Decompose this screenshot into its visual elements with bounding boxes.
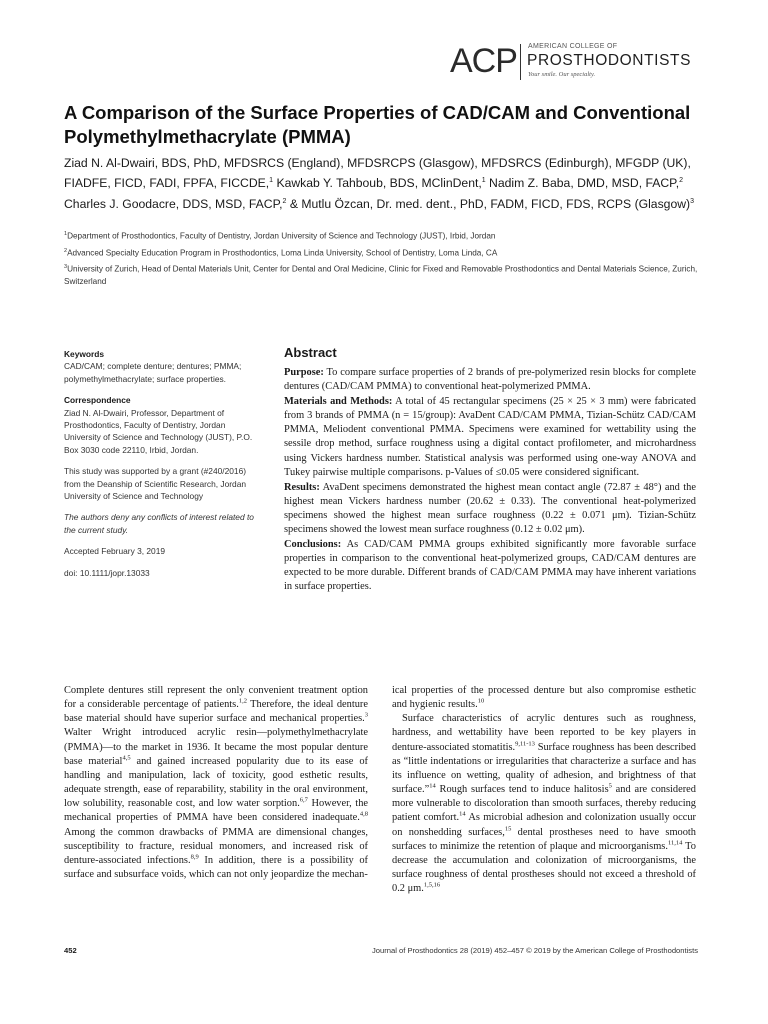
purpose-text: To compare surface properties of 2 brands of pre-polymerized resin blocks for complete dentures (CAD/CAM PMMA) to conventional heat-polymerized PMMA. [284, 367, 696, 393]
body-column-left [64, 684, 368, 882]
abstract-heading: Abstract [284, 345, 337, 360]
keywords-heading: Keywords [64, 349, 105, 359]
body-text: Therefore, the ideal denture base material should have superior surface and mechanical properties. [64, 699, 368, 725]
author-4-affil: 2 [282, 197, 287, 205]
author-5: & Mutlu Özcan, Dr. med. dent., PhD, FADM, FICD, FDS, RCPS (Glasgow) [286, 196, 691, 211]
citation-ref[interactable]: 1,2 [238, 697, 247, 705]
article-title: A Comparison of the Surface Properties of CAD/CAM and Conventional Polymethylmethacrylate (PMMA) [64, 102, 691, 147]
conflict-block [64, 511, 256, 536]
affiliation-3-number: 3 [64, 264, 68, 271]
grant-text: This study was supported by a grant (#240/2016) from the Deanship of Scientific Research, Jordan University of Science and Technology [64, 466, 247, 502]
conclusions-text: As CAD/CAM PMMA groups exhibited significantly more favorable surface properties in comparison to the conventional heat-polymerized groups, CAD/CAM dentures are expected to be more durable. Different brands of CAD/CAM PMMA may have inherent variations in surface properties. [284, 539, 696, 593]
keywords-block [64, 348, 256, 385]
citation-ref[interactable]: 11,14 [667, 839, 683, 847]
body-text: and gained increased popularity due to its ease of handling and manipulation, lack of toxicity, good esthetic results, adequate strength, ease of reparability, stability in the oral environment, low solubility, reasonable cost, and low water sorption. [64, 755, 368, 810]
abstract-methods [284, 395, 696, 480]
grant-block [64, 465, 256, 502]
logo-divider [520, 44, 521, 80]
methods-label: Materials and Methods: [284, 396, 393, 408]
results-label: Results: [284, 481, 320, 493]
body-text: In addition, there is a possibility of surface and subsurface voids, which can not only jeopardize the mechan- [64, 854, 368, 881]
affiliation-1-number: 1 [64, 231, 68, 237]
citation-ref[interactable]: 1,5,16 [423, 881, 441, 889]
citation-ref[interactable]: 10 [477, 697, 485, 705]
affiliation-1 [64, 228, 712, 243]
citation-ref[interactable]: 14 [429, 782, 436, 790]
author-3: Nadim Z. Baba, DMD, MSD, FACP, [485, 176, 680, 191]
body-text: Among the common drawbacks of PMMA are dimensional changes, susceptibility to fracture, residual monomers, and increased risk of denture-associated infections. [64, 826, 368, 866]
author-1-affil: 1 [269, 177, 274, 185]
affiliation-3 [64, 261, 712, 289]
citation-ref[interactable]: 14 [459, 810, 466, 818]
body-text: Rough surfaces tend to induce halitosis [435, 784, 609, 796]
abstract-conclusions [284, 538, 696, 594]
affiliation-1-text: Department of Prosthodontics, Faculty of Dentistry, Jordan University of Science and Technology (JUST), Irbid, Jordan [67, 231, 496, 241]
correspondence-text: Ziad N. Al-Dwairi, Professor, Department of Prosthodontics, Faculty of Dentistry, Jordan University of Science and Technology (JUST), P.O. Box 3030 code 22110, Irbid, Jordan. [64, 407, 253, 455]
doi-link[interactable]: doi: 10.1111/jopr.13033 [64, 567, 150, 578]
author-3-affil: 2 [679, 177, 684, 185]
correspondence-heading: Correspondence [64, 395, 131, 406]
body-text: Complete dentures still represent the only convenient treatment option for a considerable percentage of patients. [64, 685, 368, 711]
keywords-text: CAD/CAM; complete denture; dentures; PMMA; polymethylmethacrylate; surface properties. [64, 361, 242, 384]
affiliation-2-text: Advanced Specialty Education Program in Prosthodontics, Loma Linda University, School of Dentistry, Loma Linda, CA [67, 248, 498, 258]
body-text: However, the mechanical properties of PMMA have been considered inadequate. [64, 798, 369, 824]
abstract-results [284, 481, 696, 537]
body-text: Surface characteristics of acrylic dentures such as roughness, hardness, and wettability have been reported to be key players in denture-associated stomatitis. [392, 713, 696, 753]
citation-ref[interactable]: 4,5 [122, 754, 131, 762]
conflict-text: The authors deny any conflicts of interest related to the current study. [64, 512, 254, 535]
body-text: Walter Wright introduced acrylic resin—polymethylmethacrylate (PMMA)—to the market in 1936. It became the most popular denture base material [64, 727, 368, 767]
author-4: Charles J. Goodacre, DDS, MSD, FACP, [64, 196, 283, 211]
body-text: and are considered more vulnerable to discoloration than smooth surfaces, thereby reducing patient comfort. [392, 784, 696, 824]
doi-block[interactable] [64, 567, 256, 579]
body-paragraph-continued [392, 684, 696, 712]
accepted-block [64, 545, 256, 557]
purpose-label: Purpose: [284, 367, 324, 378]
results-text: AvaDent specimens demonstrated the highest mean contact angle (72.87 ± 48°) and the highest mean Vickers hardness number (20.62 ± 0.33). The conventional heat-polymerized specimens showed the highest mean surface roughness (0.22 ± 0.071 μm). Tizian-Schütz specimens showed the lowest mean surface roughness (0.12 ± 0.02 μm). [284, 481, 696, 536]
body-paragraph [64, 684, 368, 882]
abstract-purpose [284, 366, 696, 394]
author-5-affil: 3 [690, 197, 695, 205]
author-list [64, 155, 724, 213]
body-text: As microbial adhesion and colonization usually occur on nonshedding surfaces, [392, 812, 696, 838]
logo-big-text: PROSTHODONTISTS [527, 52, 692, 69]
author-2: Kawkab Y. Tahboub, BDS, MClinDent, [273, 176, 482, 191]
body-paragraph [392, 712, 696, 896]
body-column-right [392, 684, 696, 896]
body-text: dental prostheses need to have smooth surfaces to minimize the retention of plaque and microorganisms. [392, 826, 696, 852]
citation-ref[interactable]: 4,8 [359, 810, 368, 818]
page-number: 452 [64, 946, 77, 955]
article-sidebar [64, 348, 256, 588]
citation-ref[interactable]: 3 [364, 711, 368, 719]
citation-ref[interactable]: 5 [608, 782, 612, 790]
logo-small-text: AMERICAN COLLEGE OF [528, 43, 618, 50]
body-text: ical properties of the processed denture but also compromise esthetic and hygienic results. [392, 685, 696, 711]
citation-ref[interactable]: 9,11-13 [515, 740, 535, 748]
conclusions-label: Conclusions: [284, 539, 342, 551]
affiliation-2 [64, 245, 712, 260]
accepted-date: Accepted February 3, 2019 [64, 546, 166, 557]
abstract [284, 345, 696, 596]
body-text: To decrease the accumulation and colonization of microorganisms, the surface roughness of dental prostheses should not exceed a threshold of 0.2 μm. [392, 840, 696, 895]
affiliation-2-number: 2 [64, 247, 68, 254]
journal-citation: Journal of Prosthodontics 28 (2019) 452–457 © 2019 by the American College of Prosthodontists [371, 946, 698, 955]
acp-logo [450, 40, 710, 84]
citation-ref[interactable]: 15 [504, 825, 512, 833]
logo-tagline: Your smile. Our specialty. [528, 71, 596, 78]
citation-ref[interactable]: 6,7 [299, 796, 308, 804]
affiliation-3-text: University of Zurich, Head of Dental Materials Unit, Center for Dental and Oral Medicine, Clinic for Fixed and Removable Prosthodontics and Dental Materials Science, Zurich, Switzerland [64, 265, 698, 287]
methods-text: A total of 45 rectangular specimens (25 × 25 × 3 mm) were fabricated from 3 brands of PMMA (n = 15/group): AvaDent CAD/CAM PMMA, Tizian-Schütz CAD/CAM PMMA, Meliodent conventional PMMA. Specimens were examined for wettability using the sessile drop method, surface roughness using a digital contact profilometer, and microhardness using Vickers hardness number. Statistical analysis was performed using one-way ANOVA and Tukey pairwise multiple comparisons. p-Values of ≤0.05 were considered significant. [284, 396, 696, 478]
correspondence-block [64, 394, 256, 456]
citation-ref[interactable]: 8,9 [190, 853, 199, 861]
logo-mark: ACP [450, 42, 517, 80]
body-text: Surface roughness has been described as “little indentations or irregularities that characterize a surface and has its influence on wetting, quality of adhesion, and brightness of that surface.” [392, 741, 696, 796]
author-2-affil: 1 [481, 177, 486, 185]
affiliations [64, 228, 712, 290]
author-1: Ziad N. Al-Dwairi, BDS, PhD, MFDSRCS (England), MFDSRCPS (Glasgow), MFDSRCS (Edinburgh), MFGDP (UK), FIADFE, FICD, FADI, FPFA, FICCDE, [64, 156, 691, 191]
